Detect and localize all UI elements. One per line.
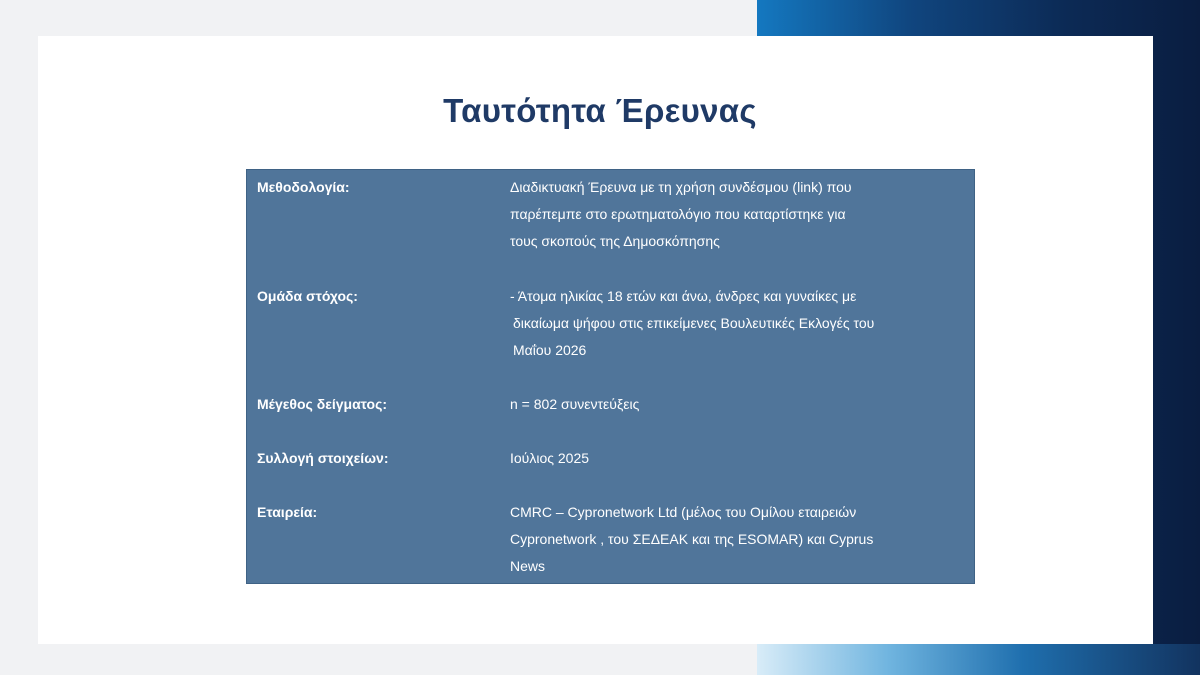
value-line: τους σκοπούς της Δημοσκόπησης [510, 233, 720, 249]
row-value [510, 445, 950, 472]
row-label: Συλλογή στοιχείων: [257, 450, 389, 466]
value-line: Cypronetwork , του ΣΕΔΕΑΚ και της ESOMAR) και Cyprus [510, 531, 874, 547]
table-row-methodology [247, 174, 974, 255]
table-row-company [247, 499, 974, 580]
row-value [510, 174, 950, 255]
row-value [510, 499, 950, 580]
page-title: Ταυτότητα Έρευνας [443, 92, 757, 129]
row-label: Ομάδα στόχος: [257, 288, 358, 304]
survey-info-table [246, 169, 975, 584]
row-label: Μέγεθος δείγματος: [257, 396, 388, 412]
row-value [510, 283, 950, 364]
value-line: Ιούλιος 2025 [510, 450, 590, 466]
value-line: δικαίωμα ψήφου στις επικείμενες Βουλευτικές Εκλογές του [513, 315, 875, 331]
value-line: Μαΐου 2026 [513, 342, 587, 358]
value-line: CMRC – Cypronetwork Ltd (μέλος του Ομίλου εταιρειών [510, 504, 857, 520]
background-gradient-bottom [757, 644, 1200, 675]
row-value [510, 391, 950, 418]
table-row-sample-size [247, 391, 974, 418]
value-line: παρέπεμπε στο ερωτηματολόγιο που καταρτίστηκε για [510, 206, 846, 222]
row-label: Μεθοδολογία: [257, 179, 350, 195]
value-line: - Άτομα ηλικίας 18 ετών και άνω, άνδρες και γυναίκες με [510, 288, 857, 304]
value-line: Διαδικτυακή Έρευνα με τη χρήση συνδέσμου (link) που [510, 179, 852, 195]
table-row-data-collection [247, 445, 974, 472]
table-row-target-group [247, 283, 974, 364]
row-label: Εταιρεία: [257, 504, 318, 520]
value-line: News [510, 558, 546, 574]
value-line: n = 802 συνεντεύξεις [510, 396, 640, 412]
